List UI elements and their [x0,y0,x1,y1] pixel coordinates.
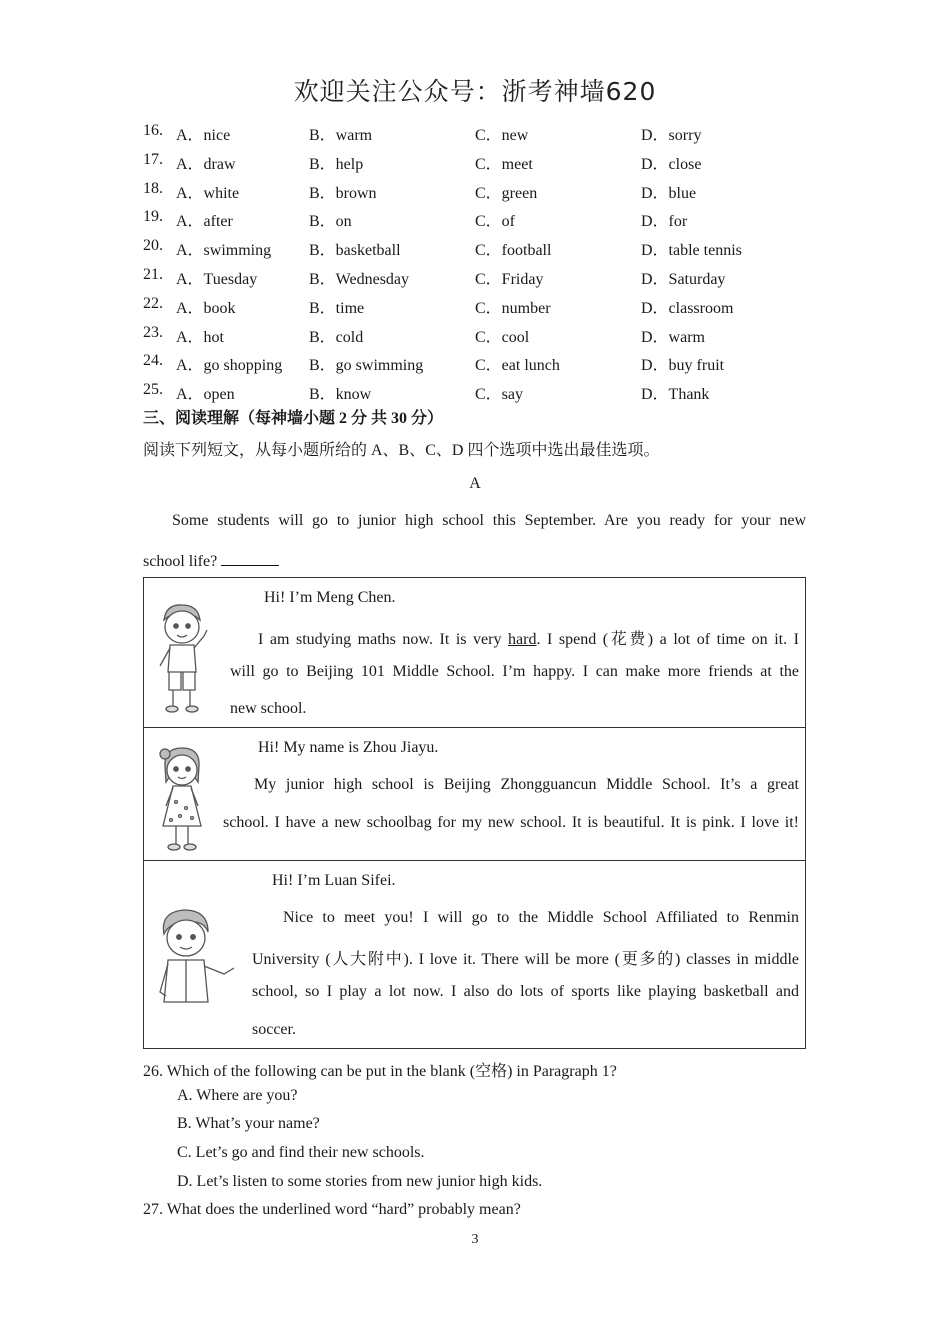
student-box-luan-sifei [143,860,806,1049]
option-a: A．go shopping [176,357,283,374]
option-b: B．go swimming [309,357,424,374]
q26-option-c: C. Let’s go and find their new schools. [177,1144,425,1161]
option-d: D．buy fruit [641,357,725,374]
option-d: D．table tennis [641,242,742,259]
question-number: 25. [143,381,163,398]
question-row [0,266,950,295]
underlined-word-hard: hard [508,631,537,648]
passage-intro-line: Some students will go to junior high school this September. Are you ready for your new [172,512,806,529]
passage-line: University (人大附中). I love it. There will be more (更多的) classes in middle [252,951,799,968]
option-b: B．cold [309,329,364,346]
question-number: 18. [143,180,163,197]
question-number: 19. [143,208,163,225]
option-d: D．Thank [641,386,710,403]
passage-line: school, so I play a lot now. I also do lots of sports like playing basketball and [252,983,799,1000]
q26-option-b: B. What’s your name? [177,1115,320,1132]
passage-line: Nice to meet you! I will go to the Middle School Affiliated to Renmin [283,909,799,926]
option-d: D．warm [641,329,705,346]
option-b: B．Wednesday [309,271,410,288]
question-number: 21. [143,266,163,283]
question-row [0,295,950,324]
question-row [0,352,950,381]
option-c: C．meet [475,156,533,173]
option-b: B．warm [309,127,373,144]
question-number: 24. [143,352,163,369]
option-b: B．on [309,213,352,230]
question-row [0,151,950,180]
question-row [0,180,950,209]
passage-line: new school. [230,700,307,717]
passage-line: school. I have a new schoolbag for my new school. It is beautiful. It is pink. I love it! [223,814,799,831]
option-b: B．time [309,300,365,317]
option-d: D．for [641,213,688,230]
question-26: 26. Which of the following can be put in the blank (空格) in Paragraph 1? [143,1063,617,1080]
passage-line [258,626,799,649]
option-a: A．nice [176,127,231,144]
option-b: B．brown [309,185,377,202]
passage-text: I am studying maths now. It is very [258,631,509,648]
section-instruction: 阅读下列短文，从每小题所给的 A、B、C、D 四个选项中选出最佳选项。 [143,442,660,459]
question-row [0,237,950,266]
option-c: C．new [475,127,529,144]
question-number: 17. [143,151,163,168]
q26-option-a: A. Where are you? [177,1087,298,1104]
option-b: B．help [309,156,364,173]
question-row [0,208,950,237]
option-c: C．football [475,242,552,259]
option-c: C．number [475,300,551,317]
passage-line: soccer. [252,1021,296,1038]
option-c: C．of [475,213,516,230]
question-27: 27. What does the underlined word “hard” probably mean? [143,1201,521,1218]
answer-blank [221,550,279,566]
question-number: 23. [143,324,163,341]
question-row [0,122,950,151]
option-d: D．sorry [641,127,702,144]
page-header-watermark: 欢迎关注公众号：浙考神墙620 [293,77,657,106]
option-c: C．green [475,185,538,202]
passage-line: will go to Beijing 101 Middle School. I’m happy. I can make more friends at the [230,663,799,680]
option-d: D．close [641,156,702,173]
passage-intro-line [143,550,279,571]
option-a: A．swimming [176,242,272,259]
student-greeting: Hi! I’m Luan Sifei. [272,872,396,889]
section-title: 三、阅读理解（每神墙小题 2 分 共 30 分） [143,410,444,427]
passage-line: My junior high school is Beijing Zhongguancun Middle School. It’s a great [254,776,799,793]
option-d: D．Saturday [641,271,726,288]
student-box-meng-chen [143,577,806,728]
boy-illustration-icon [152,600,212,718]
question-number: 20. [143,237,163,254]
option-a: A．Tuesday [176,271,258,288]
student-greeting: Hi! I’m Meng Chen. [264,589,396,606]
question-number: 16. [143,122,163,139]
option-d: D．blue [641,185,697,202]
passage-text: . I spend (花费) a lot of time on it. I [536,631,799,648]
option-a: A．white [176,185,240,202]
boy-pointing-illustration-icon [154,906,238,1010]
option-a: A．book [176,300,236,317]
option-c: C．cool [475,329,530,346]
page-number: 3 [471,1232,479,1247]
option-a: A．draw [176,156,236,173]
question-row [0,324,950,353]
student-greeting: Hi! My name is Zhou Jiayu. [258,739,439,756]
passage-label: A [469,475,481,492]
option-b: B．basketball [309,242,401,259]
passage-intro-text: school life? [143,553,218,570]
option-d: D．classroom [641,300,734,317]
girl-illustration-icon [152,742,214,858]
option-a: A．open [176,386,235,403]
option-a: A．after [176,213,233,230]
question-number: 22. [143,295,163,312]
option-c: C．Friday [475,271,544,288]
option-b: B．know [309,386,372,403]
option-c: C．say [475,386,524,403]
student-box-zhou-jiayu [143,727,806,861]
option-c: C．eat lunch [475,357,560,374]
q26-option-d: D. Let’s listen to some stories from new junior high kids. [177,1173,543,1190]
option-a: A．hot [176,329,225,346]
